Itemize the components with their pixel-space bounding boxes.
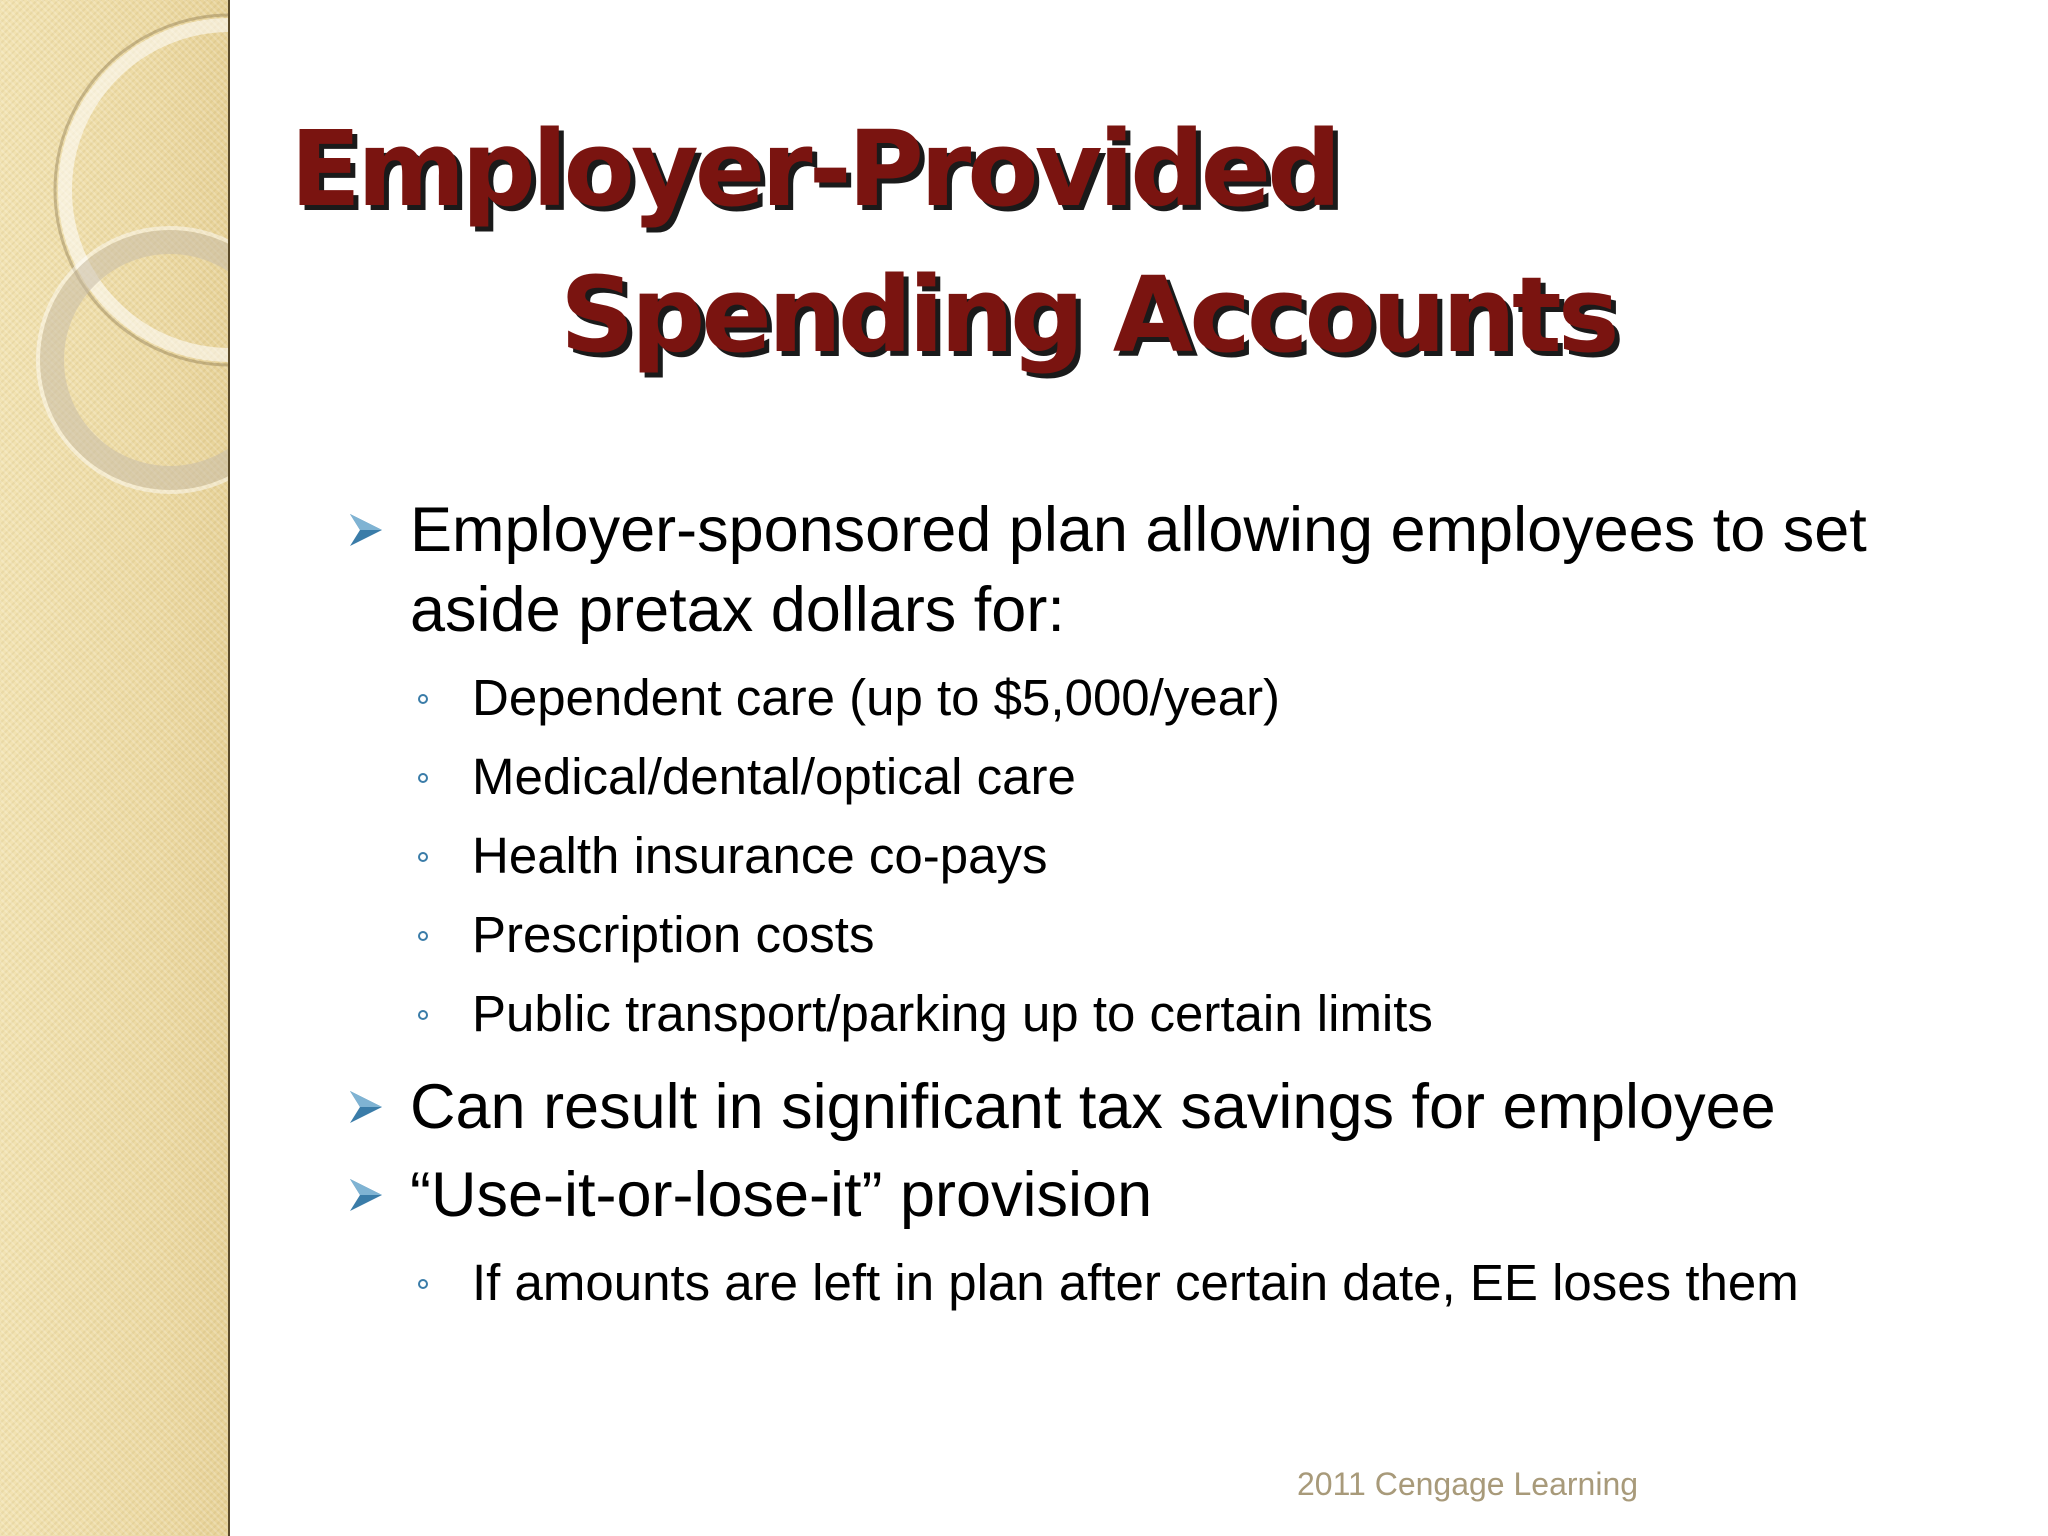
sub-bullet-text: Public transport/parking up to certain limits — [472, 985, 1433, 1042]
bullet-item — [348, 490, 1978, 650]
sub-bullet-item — [348, 658, 1978, 737]
arrow-bullet-icon — [348, 1177, 384, 1213]
slide-title — [290, 96, 1616, 388]
circle-bullet-icon — [418, 773, 428, 783]
circle-bullet-icon — [418, 1010, 428, 1020]
arrow-bullet-icon — [348, 512, 384, 548]
decorative-rings — [0, 0, 228, 520]
sub-bullet-item — [348, 895, 1978, 974]
sub-bullet-text: If amounts are left in plan after certain date, EE loses them — [472, 1254, 1799, 1311]
arrow-bullet-icon — [348, 1089, 384, 1125]
bullet-text: Can result in significant tax savings for employee — [410, 1072, 1776, 1142]
bullet-list — [348, 490, 1978, 1322]
bullet-item — [348, 1067, 1978, 1147]
sub-bullet-text: Prescription costs — [472, 906, 875, 963]
decorative-sidebar — [0, 0, 230, 1536]
sub-bullet-item — [348, 1243, 1978, 1322]
slide-title-line-2: Spending Accounts — [560, 254, 1616, 376]
sub-bullet-item — [348, 816, 1978, 895]
circle-bullet-icon — [418, 694, 428, 704]
sub-bullet-text: Dependent care (up to $5,000/year) — [472, 669, 1281, 726]
circle-bullet-icon — [418, 852, 428, 862]
circle-bullet-icon — [418, 1279, 428, 1289]
bullet-text: Employer-sponsored plan allowing employees to set aside pretax dollars for: — [410, 495, 1867, 645]
sub-bullet-text: Health insurance co-pays — [472, 827, 1048, 884]
sub-bullet-text: Medical/dental/optical care — [472, 748, 1076, 805]
circle-bullet-icon — [418, 931, 428, 941]
footer-copyright: 2011 Cengage Learning — [1297, 1466, 1639, 1502]
bullet-text: “Use-it-or-lose-it” provision — [410, 1160, 1153, 1230]
slide-title-line-1: Employer-Provided — [290, 108, 1338, 230]
sub-bullet-item — [348, 974, 1978, 1053]
bullet-item — [348, 1155, 1978, 1235]
sub-bullet-item — [348, 737, 1978, 816]
